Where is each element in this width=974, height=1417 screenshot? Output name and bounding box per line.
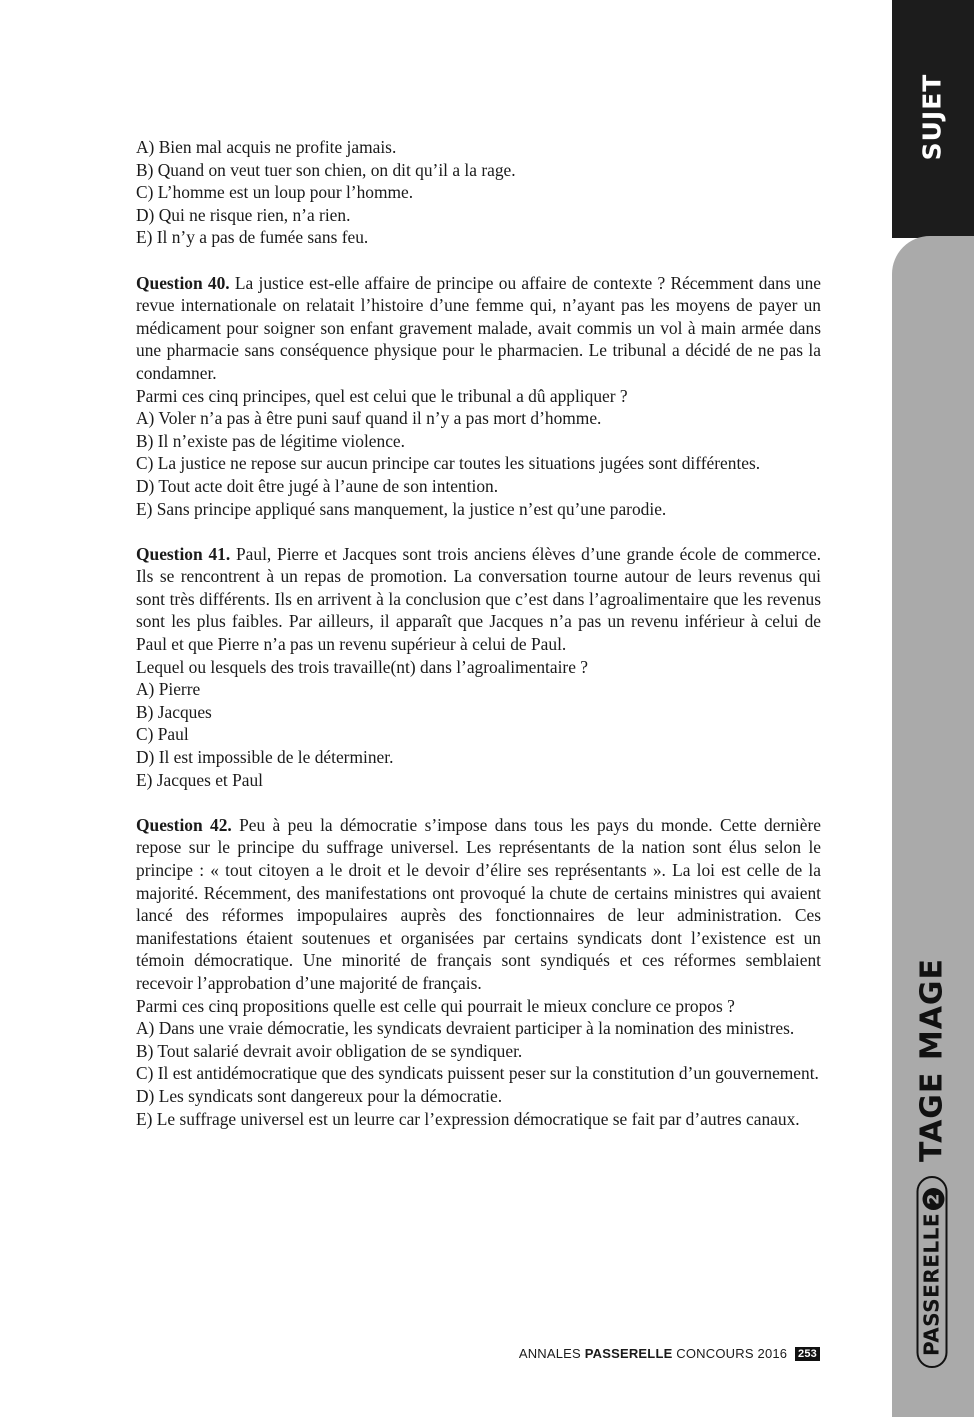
page-number: 253 (795, 1347, 820, 1361)
option: E) Sans principe appliqué sans manquement, la justice n’est qu’une parodie. (136, 498, 667, 519)
footer-brand: PASSERELLE (584, 1346, 673, 1361)
option: B) Jacques (136, 701, 212, 722)
question-41 (136, 543, 821, 792)
option: E) Il n’y a pas de fumée sans feu. (136, 227, 369, 248)
option: A) Bien mal acquis ne profite jamais. (136, 137, 397, 157)
option: D) Il est impossible de le déterminer. (136, 747, 394, 768)
exam-label: TAGE MAGE (914, 957, 950, 1163)
footer-annales: ANNALES (518, 1346, 581, 1361)
option: D) Les syndicats sont dangereux pour la démocratie. (136, 1085, 503, 1106)
option: C) Il est antidémocratique que des syndicats puissent peser sur la constitution d’un gouvernement. (136, 1063, 819, 1084)
passerelle-logo (917, 1176, 948, 1368)
previous-question-options (136, 136, 821, 249)
question-prompt: Lequel ou lesquels des trois travaille(nt) dans l’agroalimentaire ? (136, 656, 588, 677)
option: C) Paul (136, 724, 189, 745)
option: A) Voler n’a pas à être puni sauf quand il n’y a pas mort d’homme. (136, 408, 602, 429)
question-body: Paul, Pierre et Jacques sont trois anciens élèves d’une grande école de commerce. Ils se rencontrent à un repas de promotion. La conversation tourne autour de leurs revenus qui sont très différents. Ils en arrivent à la conclusion que c’est dans l’agroalimentaire que les revenus sont les plus faibles. Par ailleurs, il apparaît que Jacques n’a pas un revenu inférieur à celui de Paul et que Pierre n’a pas un revenu supérieur à celui de Paul. (136, 543, 821, 655)
option: C) La justice ne repose sur aucun principe car toutes les situations jugées sont différentes. (136, 453, 761, 474)
option: A) Pierre (136, 679, 201, 700)
question-text (136, 814, 821, 995)
question-prompt: Parmi ces cinq principes, quel est celui que le tribunal a dû appliquer ? (136, 385, 628, 406)
page-footer (519, 1346, 820, 1361)
question-label: Question 40. (136, 272, 230, 293)
option: B) Tout salarié devrait avoir obligation de se syndiquer. (136, 1040, 523, 1061)
option: D) Tout acte doit être jugé à l’aune de son intention. (136, 475, 499, 496)
question-text (136, 543, 821, 656)
logo-number: 2 (923, 1188, 945, 1210)
question-label: Question 41. (136, 543, 231, 564)
option: D) Qui ne risque rien, n’a rien. (136, 204, 351, 225)
option: B) Il n’existe pas de légitime violence. (136, 430, 405, 451)
page-content (136, 136, 821, 1130)
footer-concours: CONCOURS 2016 (676, 1346, 788, 1361)
option: C) L’homme est un loup pour l’homme. (136, 182, 414, 203)
question-prompt: Parmi ces cinq propositions quelle est celle qui pourrait le mieux conclure ce propos ? (136, 995, 735, 1016)
option: A) Dans une vraie démocratie, les syndicats devraient participer à la nomination des ministres. (136, 1018, 795, 1039)
question-text (136, 272, 821, 385)
section-label: SUJET (917, 73, 947, 161)
question-40 (136, 272, 821, 521)
question-body: Peu à peu la démocratie s’impose dans tous les pays du monde. Cette dernière repose sur le principe du suffrage universel. Les représentants de la nation sont élus selon le principe : « tout citoyen a le droit et le devoir d’élire ses représentants ». La loi est celle de la majorité. Récemment, des manifestations ont provoqué la chute de certains ministres qui avaient lancé des réformes impopulaires auprès des fonctionnaires de leur administration. Ces manifestations étaient soutenues et organisées par certains syndicats dont l’existence est un témoin démocratique. Une minorité de français sont syndiqués et ces réformes semblaient recevoir l’approbation d’une majorité de français. (136, 814, 821, 993)
question-label: Question 42. (136, 814, 232, 835)
option: B) Quand on veut tuer son chien, on dit qu’il a la rage. (136, 159, 516, 180)
logo-text: PASSERELLE (919, 1212, 944, 1357)
option: E) Le suffrage universel est un leurre car l’expression démocratique se fait par d’autres canaux. (136, 1108, 800, 1129)
question-42 (136, 814, 821, 1130)
option: E) Jacques et Paul (136, 769, 264, 790)
question-body: La justice est-elle affaire de principe ou affaire de contexte ? Récemment dans une revue internationale on relatait l’histoire d’une femme qui, n’ayant pas les moyens de payer un médicament pour soigner son enfant gravement malade, avait commis un vol à main armée dans une pharmacie sans conséquence physique pour le pharmacien. Le tribunal a décidé de ne pas la condamner. (136, 272, 821, 383)
